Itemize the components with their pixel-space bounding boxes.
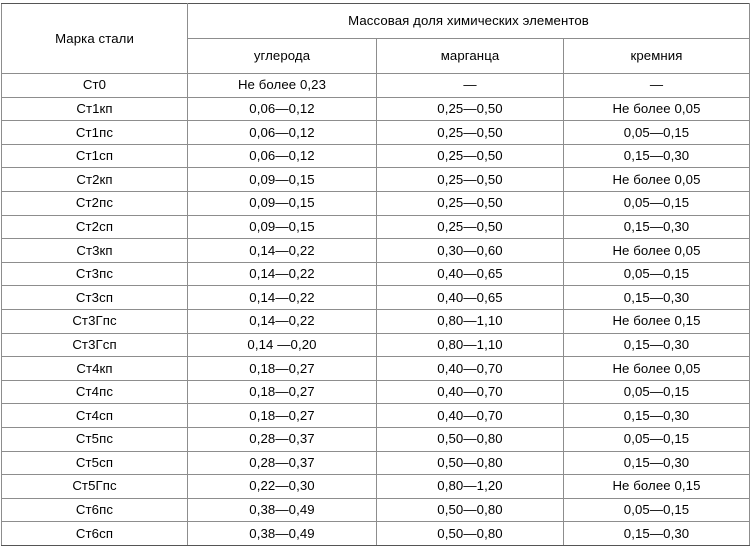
cell-silicon: 0,15—0,30 (564, 451, 750, 475)
cell-manganese: 0,40—0,70 (377, 380, 564, 404)
cell-manganese: 0,25—0,50 (377, 97, 564, 121)
table-row (2, 451, 750, 475)
cell-carbon: Не более 0,23 (188, 74, 377, 98)
cell-silicon: — (564, 74, 750, 98)
cell-carbon: 0,06—0,12 (188, 121, 377, 145)
cell-carbon: 0,18—0,27 (188, 357, 377, 381)
cell-silicon: 0,15—0,30 (564, 404, 750, 428)
cell-manganese: 0,40—0,70 (377, 404, 564, 428)
column-header-silicon: кремния (564, 39, 750, 74)
table-row (2, 215, 750, 239)
cell-silicon: 0,05—0,15 (564, 427, 750, 451)
cell-manganese: 0,50—0,80 (377, 498, 564, 522)
cell-carbon: 0,18—0,27 (188, 404, 377, 428)
cell-carbon: 0,18—0,27 (188, 380, 377, 404)
cell-manganese: 0,25—0,50 (377, 121, 564, 145)
table-row (2, 357, 750, 381)
cell-manganese: 0,40—0,65 (377, 262, 564, 286)
cell-silicon: Не более 0,05 (564, 357, 750, 381)
cell-steel-grade: Ст3Гсп (2, 333, 188, 357)
cell-steel-grade: Ст1сп (2, 144, 188, 168)
table-row (2, 404, 750, 428)
table-row (2, 97, 750, 121)
cell-carbon: 0,38—0,49 (188, 498, 377, 522)
table-row (2, 286, 750, 310)
cell-steel-grade: Ст5сп (2, 451, 188, 475)
table-row (2, 333, 750, 357)
cell-carbon: 0,06—0,12 (188, 97, 377, 121)
cell-silicon: 0,05—0,15 (564, 498, 750, 522)
cell-steel-grade: Ст3кп (2, 239, 188, 263)
table-row (2, 309, 750, 333)
cell-manganese: 0,80—1,10 (377, 309, 564, 333)
cell-steel-grade: Ст3пс (2, 262, 188, 286)
cell-manganese: 0,50—0,80 (377, 451, 564, 475)
table-row (2, 262, 750, 286)
cell-manganese: 0,50—0,80 (377, 522, 564, 546)
cell-steel-grade: Ст2кп (2, 168, 188, 192)
cell-steel-grade: Ст2сп (2, 215, 188, 239)
cell-manganese: 0,80—1,10 (377, 333, 564, 357)
cell-manganese: 0,25—0,50 (377, 168, 564, 192)
cell-steel-grade: Ст6пс (2, 498, 188, 522)
cell-carbon: 0,14 —0,20 (188, 333, 377, 357)
cell-manganese: 0,80—1,20 (377, 475, 564, 499)
cell-carbon: 0,14—0,22 (188, 286, 377, 310)
table-row (2, 475, 750, 499)
table-row (2, 191, 750, 215)
cell-carbon: 0,38—0,49 (188, 522, 377, 546)
table-row (2, 522, 750, 546)
cell-steel-grade: Ст1пс (2, 121, 188, 145)
cell-silicon: 0,05—0,15 (564, 191, 750, 215)
cell-manganese: 0,30—0,60 (377, 239, 564, 263)
cell-carbon: 0,14—0,22 (188, 262, 377, 286)
cell-carbon: 0,09—0,15 (188, 168, 377, 192)
cell-carbon: 0,28—0,37 (188, 451, 377, 475)
cell-silicon: 0,05—0,15 (564, 262, 750, 286)
cell-silicon: Не более 0,15 (564, 475, 750, 499)
table-row (2, 168, 750, 192)
cell-carbon: 0,28—0,37 (188, 427, 377, 451)
cell-manganese: 0,40—0,70 (377, 357, 564, 381)
cell-carbon: 0,14—0,22 (188, 309, 377, 333)
steel-grades-table (1, 3, 750, 546)
cell-silicon: 0,05—0,15 (564, 380, 750, 404)
table-row (2, 144, 750, 168)
cell-steel-grade: Ст2пс (2, 191, 188, 215)
header-row-top (2, 4, 750, 39)
table-row (2, 74, 750, 98)
table-body (2, 74, 750, 546)
cell-steel-grade: Ст4сп (2, 404, 188, 428)
cell-steel-grade: Ст3Гпс (2, 309, 188, 333)
cell-carbon: 0,14—0,22 (188, 239, 377, 263)
cell-steel-grade: Ст3сп (2, 286, 188, 310)
cell-carbon: 0,09—0,15 (188, 191, 377, 215)
cell-manganese: 0,50—0,80 (377, 427, 564, 451)
cell-silicon: 0,15—0,30 (564, 522, 750, 546)
table-header (2, 4, 750, 74)
table-row (2, 427, 750, 451)
cell-silicon: 0,15—0,30 (564, 144, 750, 168)
table-row (2, 498, 750, 522)
cell-silicon: Не более 0,05 (564, 239, 750, 263)
cell-silicon: Не более 0,05 (564, 97, 750, 121)
cell-manganese: 0,25—0,50 (377, 144, 564, 168)
cell-silicon: 0,05—0,15 (564, 121, 750, 145)
cell-steel-grade: Ст4кп (2, 357, 188, 381)
column-header-steel-grade: Марка стали (2, 4, 188, 74)
column-header-manganese: марганца (377, 39, 564, 74)
cell-silicon: 0,15—0,30 (564, 333, 750, 357)
table-row (2, 239, 750, 263)
cell-manganese: — (377, 74, 564, 98)
cell-silicon: Не более 0,15 (564, 309, 750, 333)
cell-silicon: 0,15—0,30 (564, 286, 750, 310)
cell-manganese: 0,25—0,50 (377, 215, 564, 239)
column-header-chemical-elements-group: Массовая доля химических элементов (188, 4, 750, 39)
cell-steel-grade: Ст5Гпс (2, 475, 188, 499)
cell-steel-grade: Ст6сп (2, 522, 188, 546)
cell-silicon: 0,15—0,30 (564, 215, 750, 239)
cell-carbon: 0,09—0,15 (188, 215, 377, 239)
cell-carbon: 0,22—0,30 (188, 475, 377, 499)
cell-steel-grade: Ст5пс (2, 427, 188, 451)
cell-manganese: 0,40—0,65 (377, 286, 564, 310)
column-header-carbon: углерода (188, 39, 377, 74)
table-row (2, 380, 750, 404)
cell-steel-grade: Ст4пс (2, 380, 188, 404)
table-row (2, 121, 750, 145)
cell-manganese: 0,25—0,50 (377, 191, 564, 215)
cell-silicon: Не более 0,05 (564, 168, 750, 192)
cell-carbon: 0,06—0,12 (188, 144, 377, 168)
cell-steel-grade: Ст0 (2, 74, 188, 98)
cell-steel-grade: Ст1кп (2, 97, 188, 121)
